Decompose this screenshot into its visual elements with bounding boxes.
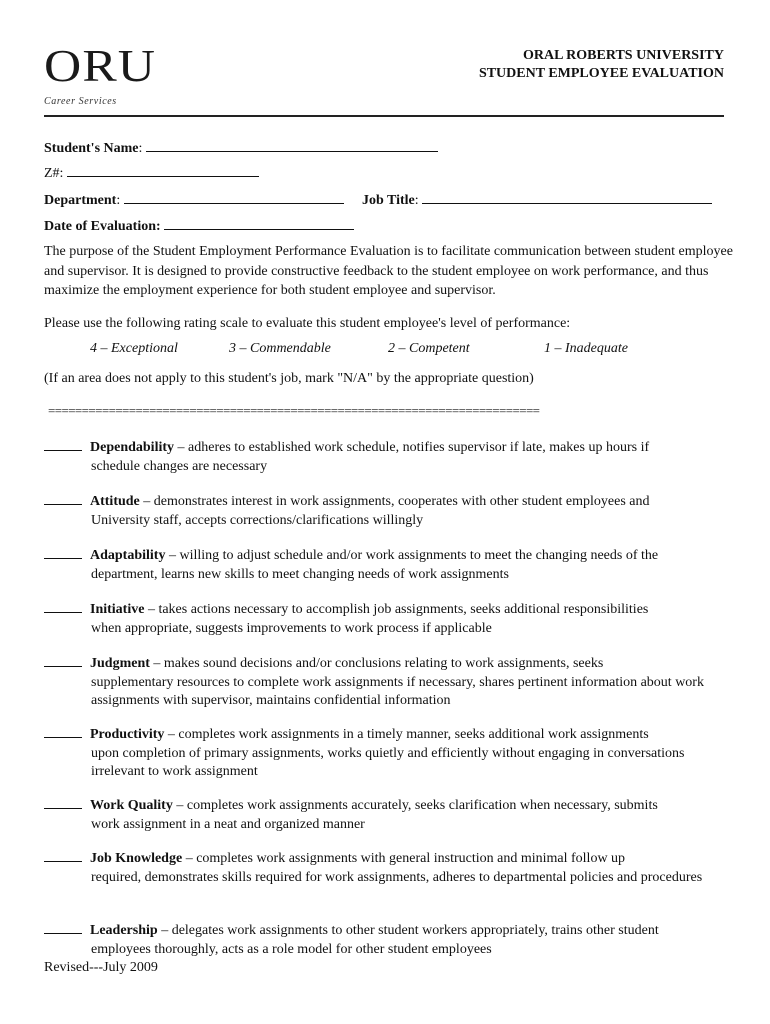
oru-logo	[44, 40, 157, 107]
revision-footer: Revised---July 2009	[44, 960, 158, 975]
criterion-text: – delegates work assignments to other student workers appropriately, trains other student	[157, 923, 659, 938]
criterion-text: – adheres to established work schedule, notifies supervisor if late, makes up hours if	[174, 440, 650, 455]
section-separator: =========================================================================	[48, 403, 540, 418]
criterion-text-cont: schedule changes are necessary	[91, 458, 268, 474]
criterion-text: – completes work assignments accurately, seeks clarification when necessary, submits	[172, 798, 658, 813]
criterion-title: Work Quality	[90, 798, 173, 813]
evaluation-date-blank[interactable]	[164, 215, 354, 230]
criterion-work-quality	[44, 796, 734, 834]
scale-competent: 2 – Competent	[388, 341, 470, 356]
rating-blank[interactable]	[44, 600, 82, 613]
criterion-leadership	[44, 921, 734, 959]
scale-commendable: 3 – Commendable	[229, 341, 331, 356]
header-divider	[44, 115, 724, 117]
criterion-title: Productivity	[90, 727, 165, 742]
evaluation-date-label: Date of Evaluation:	[44, 219, 161, 234]
criterion-title: Leadership	[90, 923, 158, 938]
job-title-label: Job Title	[362, 193, 415, 208]
criterion-attitude	[44, 492, 734, 530]
criterion-text-cont: required, demonstrates skills required for work assignments, adheres to departmental policies and procedures	[91, 869, 703, 885]
criterion-job-knowledge	[44, 849, 734, 887]
department-field: Department:	[44, 189, 344, 210]
criterion-text: – willing to adjust schedule and/or work assignments to meet the changing needs of the	[165, 548, 659, 563]
criterion-judgment	[44, 654, 734, 711]
criterion-text: – completes work assignments in a timely manner, seeks additional work assignments	[164, 727, 649, 742]
criterion-productivity	[44, 725, 734, 782]
evaluation-date-field	[44, 215, 354, 236]
rating-blank[interactable]	[44, 849, 82, 862]
criterion-text-cont: University staff, accepts corrections/clarifications willingly	[91, 512, 424, 528]
criterion-title: Job Knowledge	[90, 851, 183, 866]
criterion-text: – completes work assignments with general instruction and minimal follow up	[182, 851, 626, 866]
header-form-title: STUDENT EMPLOYEE EVALUATION	[478, 66, 724, 81]
header-university: ORAL ROBERTS UNIVERSITY	[522, 48, 724, 63]
criterion-text-cont: supplementary resources to complete work assignments if necessary, shares pertinent information about work assignments with supervisor, maintains confidential information	[91, 674, 704, 708]
rating-blank[interactable]	[44, 725, 82, 738]
rating-blank[interactable]	[44, 654, 82, 667]
z-number-label: Z#:	[44, 166, 64, 181]
rating-blank[interactable]	[44, 921, 82, 934]
criterion-text-cont: upon completion of primary assignments, works quietly and efficiently without engaging in conversations irrelevant to work assignment	[91, 745, 685, 779]
criterion-title: Initiative	[90, 602, 145, 617]
student-name-label: Student's Name	[44, 141, 139, 156]
student-name-field: Student's Name:	[44, 137, 438, 158]
criterion-text: – makes sound decisions and/or conclusions relating to work assignments, seeks	[149, 656, 604, 671]
rating-blank[interactable]	[44, 492, 82, 505]
z-number-field	[44, 162, 259, 183]
criterion-text-cont: work assignment in a neat and organized manner	[91, 816, 365, 832]
department-blank[interactable]	[124, 189, 344, 204]
criterion-initiative	[44, 600, 734, 638]
job-title-field: Job Title:	[362, 189, 712, 210]
na-note: (If an area does not apply to this student's job, mark "N/A" by the appropriate question)	[44, 371, 534, 386]
criterion-title: Judgment	[90, 656, 150, 671]
criterion-text: – takes actions necessary to accomplish job assignments, seeks additional responsibilities	[144, 602, 649, 617]
logo-wordmark: ORU	[44, 40, 157, 91]
criterion-title: Adaptability	[90, 548, 166, 563]
scale-exceptional: 4 – Exceptional	[90, 341, 178, 356]
logo-subtitle: Career Services	[44, 96, 117, 107]
criterion-text-cont: employees thoroughly, acts as a role model for other student employees	[91, 941, 492, 957]
criterion-text: – demonstrates interest in work assignments, cooperates with other student employees and	[139, 494, 650, 509]
criterion-text-cont: when appropriate, suggests improvements to work process if applicable	[91, 620, 492, 636]
criterion-title: Attitude	[90, 494, 140, 509]
z-number-blank[interactable]	[67, 162, 259, 177]
document-header	[479, 47, 724, 83]
criterion-adaptability	[44, 546, 734, 584]
student-name-blank[interactable]	[146, 137, 438, 152]
department-label: Department	[44, 193, 117, 208]
job-title-blank[interactable]	[422, 189, 712, 204]
rating-blank[interactable]	[44, 546, 82, 559]
rating-blank[interactable]	[44, 438, 82, 451]
criterion-dependability	[44, 438, 734, 476]
criterion-title: Dependability	[90, 440, 175, 455]
purpose-paragraph: The purpose of the Student Employment Performance Evaluation is to facilitate communication between student employee and supervisor. It is designed to provide constructive feedback to the student employee on work performance, and thus maximize the employment experience for both student employee and supervisor.	[44, 244, 733, 298]
rating-blank[interactable]	[44, 796, 82, 809]
criterion-text-cont: department, learns new skills to meet changing needs of work assignments	[91, 566, 509, 582]
rating-instructions: Please use the following rating scale to evaluate this student employee's level of performance:	[44, 316, 571, 331]
scale-inadequate: 1 – Inadequate	[544, 341, 628, 356]
